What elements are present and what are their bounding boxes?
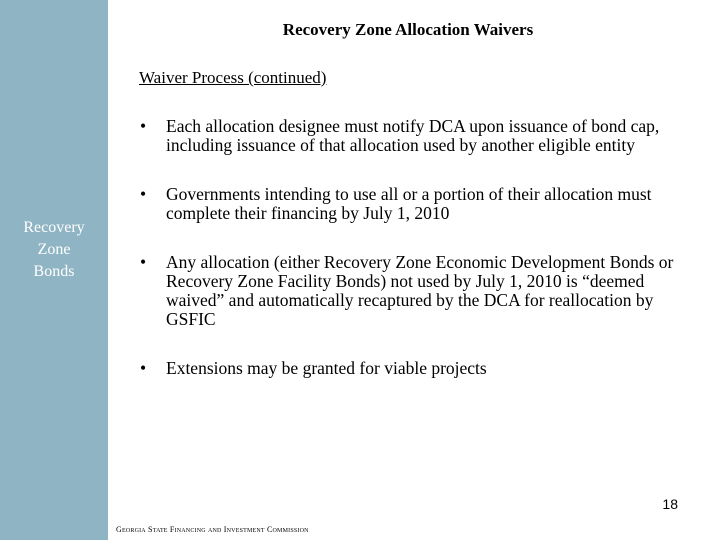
page-number: 18 <box>662 496 678 512</box>
bullet-item: • Any allocation (either Recovery Zone Economic Development Bonds or Recovery Zone Facility Bonds) not used by July 1, 2010 is “deemed waived” and automatically recaptured by the DCA for reallocation by GSFIC <box>140 253 695 329</box>
bullet-item: • Extensions may be granted for viable projects <box>140 359 695 378</box>
bullet-item: • Each allocation designee must notify DCA upon issuance of bond cap, including issuance of that allocation used by another eligible entity <box>140 117 695 155</box>
bullet-list <box>140 117 695 378</box>
bullet-item: • Governments intending to use all or a portion of their allocation must complete their financing by July 1, 2010 <box>140 185 695 223</box>
footer-organization-name: Georgia State Financing and Investment Commission <box>116 525 309 534</box>
slide-subtitle: Waiver Process (continued) <box>139 68 327 87</box>
slide-title: Recovery Zone Allocation Waivers <box>282 20 534 39</box>
sidebar-panel <box>0 0 108 540</box>
sidebar-label: Recovery Zone Bonds <box>23 219 85 280</box>
